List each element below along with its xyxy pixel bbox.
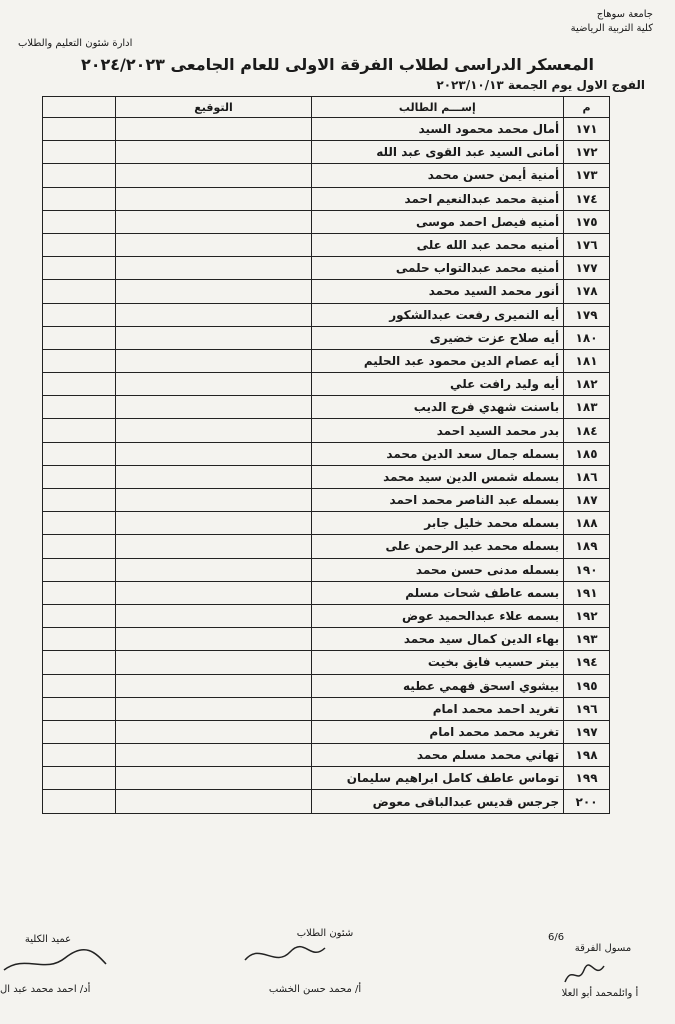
row-number: ١٩٠ (564, 558, 610, 581)
signature-cell (116, 419, 311, 442)
class-officer-name: أ وائلمحمد أبو العلا (561, 988, 639, 999)
row-number: ١٩٨ (564, 744, 610, 767)
class-officer-signature-scrawl (560, 960, 610, 990)
student-name: أمنية محمد عبدالنعيم احمد (311, 187, 564, 210)
student-name: أمنية أيمن حسن محمد (311, 164, 564, 187)
signature-cell (116, 164, 311, 187)
row-number: ١٩٧ (564, 720, 610, 743)
faculty-name: كلية التربية الرياضية (570, 23, 653, 34)
table-row (43, 280, 610, 303)
blank-cell (43, 164, 116, 187)
page-number: 6/6 (548, 932, 565, 943)
blank-cell (43, 790, 116, 813)
row-number: ١٧٥ (564, 210, 610, 233)
student-name: بسمله مدنى حسن محمد (311, 558, 564, 581)
row-number: ١٨٨ (564, 512, 610, 535)
blank-cell (43, 442, 116, 465)
signature-cell (116, 257, 311, 280)
table-row (43, 233, 610, 256)
student-name: بسمله جمال سعد الدين محمد (311, 442, 564, 465)
table-row (43, 790, 610, 813)
blank-cell (43, 349, 116, 372)
blank-cell (43, 651, 116, 674)
table-row (43, 187, 610, 210)
student-name: جرجس قديس عبدالباقى معوض (311, 790, 564, 813)
row-number: ٢٠٠ (564, 790, 610, 813)
table-row (43, 419, 610, 442)
table-row (43, 465, 610, 488)
signature-cell (116, 581, 311, 604)
blank-cell (43, 187, 116, 210)
table-row (43, 535, 610, 558)
department-name: ادارة شئون التعليم والطلاب (18, 38, 133, 49)
student-name: توماس عاطف كامل ابراهيم سليمان (311, 767, 564, 790)
signature-cell (116, 628, 311, 651)
class-officer-title: مسول الفرقة (574, 943, 632, 954)
blank-cell (43, 535, 116, 558)
signature-cell (116, 118, 311, 141)
signature-cell (116, 651, 311, 674)
header-num: م (564, 97, 610, 118)
blank-cell (43, 465, 116, 488)
row-number: ١٧٦ (564, 233, 610, 256)
row-number: ١٨٣ (564, 396, 610, 419)
table-row (43, 604, 610, 627)
university-name: جامعة سوهاج (596, 9, 653, 20)
row-number: ١٧٢ (564, 141, 610, 164)
table-row (43, 442, 610, 465)
blank-cell (43, 257, 116, 280)
row-number: ١٩١ (564, 581, 610, 604)
table-header-row (43, 97, 610, 118)
affairs-officer-name: أ/ محمد حسن الخشب (268, 984, 362, 995)
student-name: أمانى السيد عبد القوى عبد الله (311, 141, 564, 164)
signature-cell (116, 233, 311, 256)
affairs-signature-scrawl (240, 940, 330, 970)
row-number: ١٩٣ (564, 628, 610, 651)
blank-cell (43, 489, 116, 512)
signature-cell (116, 558, 311, 581)
dean-name: أد/ احمد محمد عبد ال (0, 984, 91, 995)
blank-cell (43, 396, 116, 419)
signature-cell (116, 744, 311, 767)
signature-cell (116, 767, 311, 790)
student-name: أمنيه فيصل احمد موسى (311, 210, 564, 233)
student-name: أيه صلاح عزت خضيرى (311, 326, 564, 349)
table-row (43, 581, 610, 604)
blank-cell (43, 326, 116, 349)
page-subtitle: الفوج الاول يوم الجمعة ٢٠٢٣/١٠/١٣ (436, 78, 645, 92)
row-number: ١٩٦ (564, 697, 610, 720)
row-number: ١٩٤ (564, 651, 610, 674)
signature-cell (116, 349, 311, 372)
table-row (43, 767, 610, 790)
signature-cell (116, 373, 311, 396)
student-name: تغريد احمد محمد امام (311, 697, 564, 720)
dean-signature-scrawl (0, 944, 110, 980)
table-row (43, 697, 610, 720)
roster-body (43, 118, 610, 814)
blank-cell (43, 141, 116, 164)
row-number: ١٧٧ (564, 257, 610, 280)
header-signature: التوقيع (116, 97, 311, 118)
signature-cell (116, 720, 311, 743)
student-name: أمنيه محمد عبد الله على (311, 233, 564, 256)
student-name: بسمله عبد الناصر محمد احمد (311, 489, 564, 512)
signature-cell (116, 535, 311, 558)
table-row (43, 674, 610, 697)
table-row (43, 141, 610, 164)
signature-cell (116, 674, 311, 697)
signature-cell (116, 396, 311, 419)
affairs-title: شئون الطلاب (296, 928, 354, 939)
row-number: ١٨٠ (564, 326, 610, 349)
table-row (43, 210, 610, 233)
row-number: ١٩٥ (564, 674, 610, 697)
student-name: أمال محمد محمود السيد (311, 118, 564, 141)
blank-cell (43, 604, 116, 627)
signature-cell (116, 697, 311, 720)
blank-cell (43, 674, 116, 697)
signature-cell (116, 604, 311, 627)
table-row (43, 512, 610, 535)
blank-cell (43, 280, 116, 303)
table-row (43, 628, 610, 651)
student-name: أيه وليد رافت علي (311, 373, 564, 396)
student-name: أمنيه محمد عبدالتواب حلمى (311, 257, 564, 280)
table-row (43, 164, 610, 187)
table-row (43, 373, 610, 396)
blank-cell (43, 558, 116, 581)
table-row (43, 396, 610, 419)
blank-cell (43, 581, 116, 604)
signature-cell (116, 790, 311, 813)
student-name: أيه النميرى رفعت عبدالشكور (311, 303, 564, 326)
student-name: بدر محمد السيد احمد (311, 419, 564, 442)
row-number: ١٧٨ (564, 280, 610, 303)
row-number: ١٨٤ (564, 419, 610, 442)
table-row (43, 651, 610, 674)
student-name: أيه عصام الدين محمود عبد الحليم (311, 349, 564, 372)
table-row (43, 349, 610, 372)
table-row (43, 489, 610, 512)
table-row (43, 720, 610, 743)
institution-header (571, 8, 653, 36)
signature-cell (116, 210, 311, 233)
table-row (43, 118, 610, 141)
blank-cell (43, 419, 116, 442)
table-row (43, 257, 610, 280)
student-name: بيتر حسيب فايق بخيت (311, 651, 564, 674)
blank-cell (43, 628, 116, 651)
student-name: بيشوي اسحق فهمي عطيه (311, 674, 564, 697)
row-number: ١٨٩ (564, 535, 610, 558)
signature-cell (116, 141, 311, 164)
signature-cell (116, 280, 311, 303)
student-name: بسمله محمد خليل جابر (311, 512, 564, 535)
student-name: بسمه عاطف شحات مسلم (311, 581, 564, 604)
row-number: ١٨٢ (564, 373, 610, 396)
blank-cell (43, 210, 116, 233)
row-number: ١٨٥ (564, 442, 610, 465)
student-name: بسمله محمد عبد الرحمن على (311, 535, 564, 558)
class-officer-signature-block (548, 932, 658, 954)
header-blank (43, 97, 116, 118)
blank-cell (43, 720, 116, 743)
row-number: ١٧٩ (564, 303, 610, 326)
page-title: المعسكر الدراسى لطلاب الفرقة الاولى للعام الجامعى ٢٠٢٤/٢٠٢٣ (80, 55, 595, 74)
table-row (43, 303, 610, 326)
row-number: ١٧٣ (564, 164, 610, 187)
table-row (43, 326, 610, 349)
blank-cell (43, 512, 116, 535)
signature-cell (116, 326, 311, 349)
signature-cell (116, 465, 311, 488)
row-number: ١٧١ (564, 118, 610, 141)
row-number: ١٩٩ (564, 767, 610, 790)
header-name: إســـم الطالب (311, 97, 564, 118)
student-name: بسمه علاء عبدالحميد عوض (311, 604, 564, 627)
table-row (43, 558, 610, 581)
blank-cell (43, 373, 116, 396)
row-number: ١٩٢ (564, 604, 610, 627)
blank-cell (43, 697, 116, 720)
dean-title: عميد الكلية (24, 934, 72, 945)
signature-cell (116, 187, 311, 210)
row-number: ١٧٤ (564, 187, 610, 210)
student-name: بسمله شمس الدين سيد محمد (311, 465, 564, 488)
signature-cell (116, 512, 311, 535)
blank-cell (43, 744, 116, 767)
student-name: أنور محمد السيد محمد (311, 280, 564, 303)
signature-cell (116, 303, 311, 326)
student-name: تهاني محمد مسلم محمد (311, 744, 564, 767)
blank-cell (43, 118, 116, 141)
row-number: ١٨٧ (564, 489, 610, 512)
student-roster-table (42, 96, 610, 814)
signature-cell (116, 442, 311, 465)
student-name: بهاء الدين كمال سيد محمد (311, 628, 564, 651)
student-name: تغريد محمد محمد امام (311, 720, 564, 743)
blank-cell (43, 767, 116, 790)
student-name: باسنت شهدي فرج الديب (311, 396, 564, 419)
table-row (43, 744, 610, 767)
row-number: ١٨٦ (564, 465, 610, 488)
signature-cell (116, 489, 311, 512)
row-number: ١٨١ (564, 349, 610, 372)
blank-cell (43, 303, 116, 326)
blank-cell (43, 233, 116, 256)
